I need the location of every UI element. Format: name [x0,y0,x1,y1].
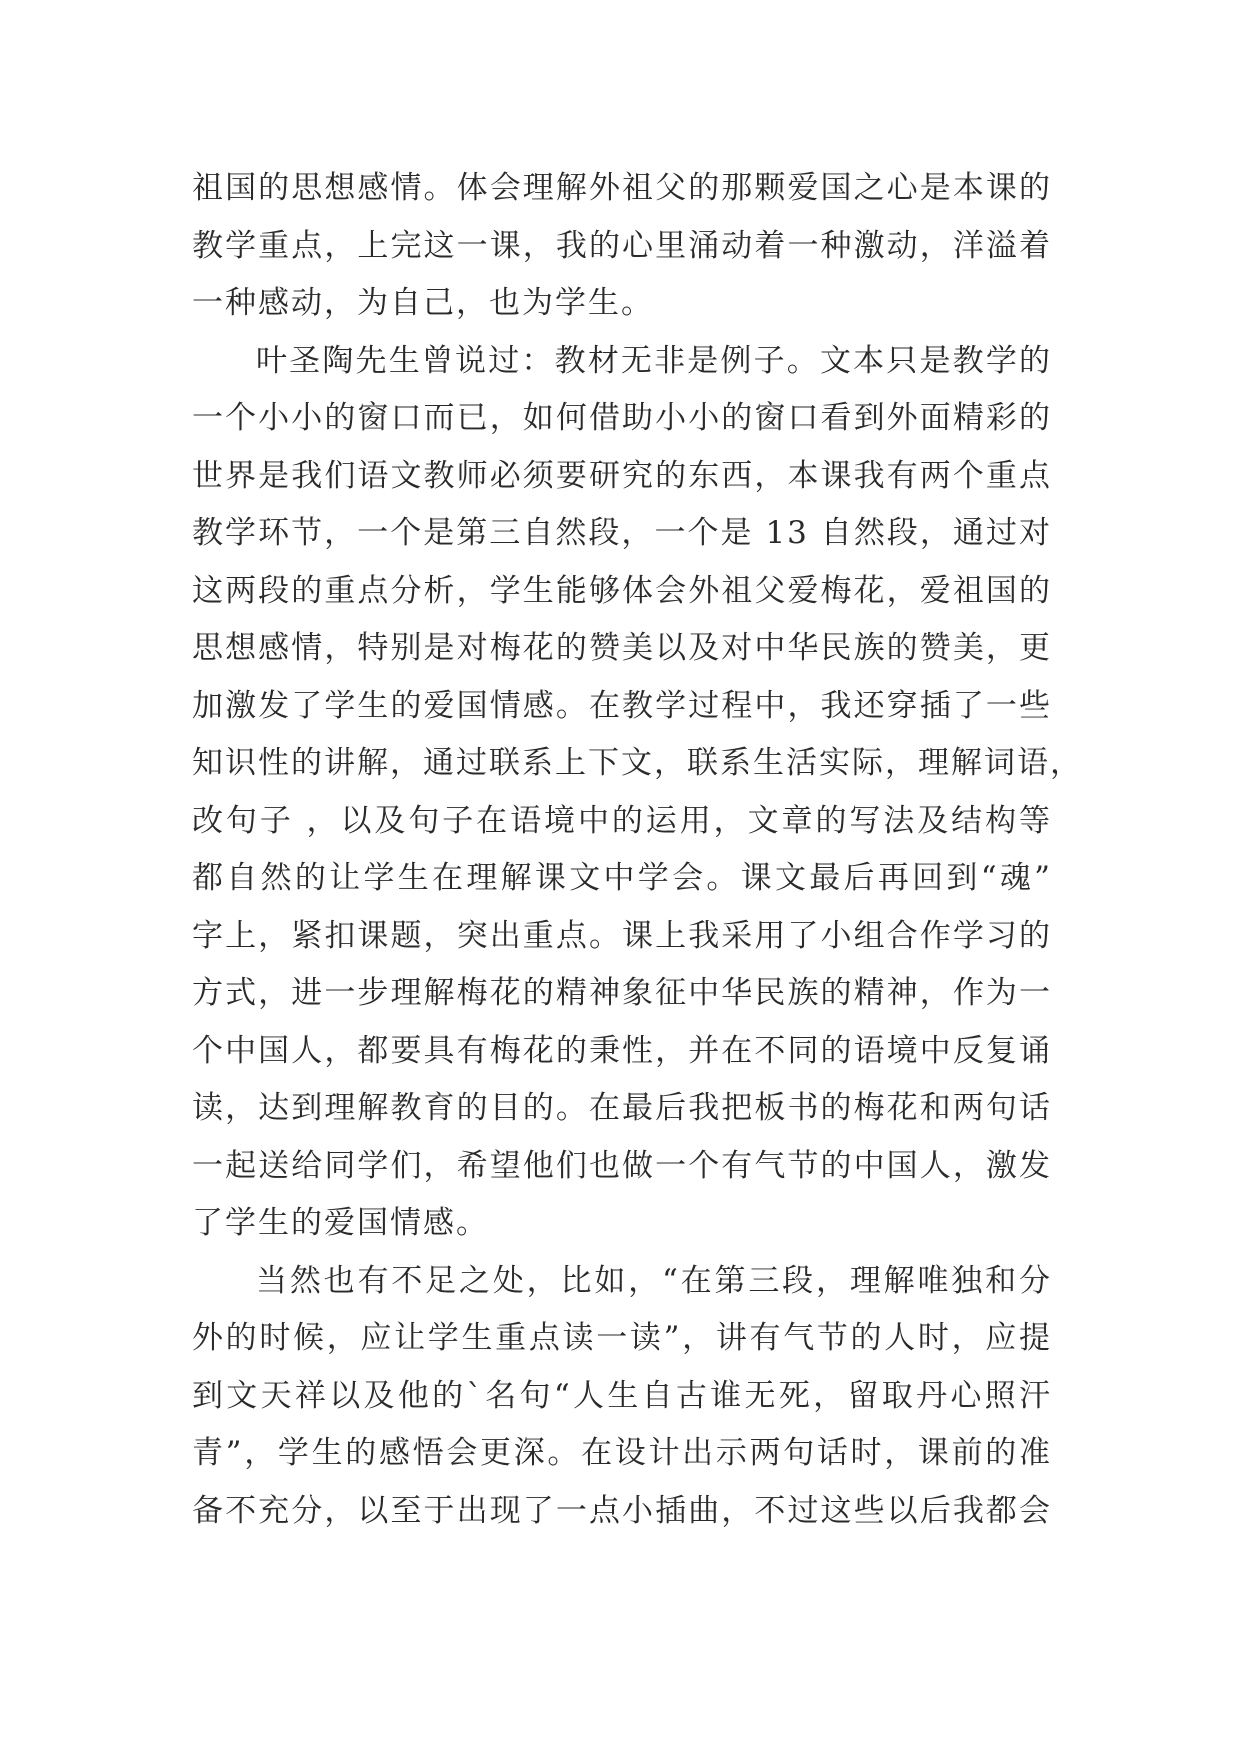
text-line: 当然也有不足之处，比如，“在第三段，理解唯独和分 [256,1262,1052,1299]
text-line: 改句子 ，以及句子在语境中的运用，文章的写法及结构等 [192,802,1052,839]
text-line: 一起送给同学们，希望他们也做一个有气节的中国人，激发 [192,1147,1052,1184]
text-line: 祖国的思想感情。体会理解外祖父的那颗爱国之心是本课的 [192,170,1052,206]
text-line: 到文天祥以及他的`名句“人生自古谁无死，留取丹心照汗 [192,1377,1052,1414]
text-line: 方式，进一步理解梅花的精神象征中华民族的精神，作为一 [192,975,1052,1011]
text-line: 字上，紧扣课题，突出重点。课上我采用了小组合作学习的 [192,917,1052,954]
text-line: 教学重点，上完这一课，我的心里涌动着一种激动，洋溢着 [192,227,1052,264]
text-line: 加激发了学生的爱国情感。在教学过程中，我还穿插了一些 [192,687,1052,724]
text-line: 外的时候，应让学生重点读一读”，讲有气节的人时，应提 [192,1320,1052,1356]
text-line: 叶圣陶先生曾说过：教材无非是例子。文本只是教学的 [256,342,1052,379]
text-line: 青”，学生的感悟会更深。在设计出示两句话时，课前的准 [192,1435,1052,1471]
text-line: 都自然的让学生在理解课文中学会。课文最后再回到“魂” [192,860,1052,896]
text-line: 读，达到理解教育的目的。在最后我把板书的梅花和两句话 [192,1090,1052,1126]
text-line: 这两段的重点分析，学生能够体会外祖父爱梅花，爱祖国的 [192,572,1052,609]
text-line: 个中国人，都要具有梅花的秉性，并在不同的语境中反复诵 [192,1032,1052,1069]
text-line: 教学环节，一个是第三自然段，一个是 13 自然段，通过对 [192,515,1052,551]
document-body [192,160,1083,1540]
text-line: 备不充分，以至于出现了一点小插曲，不过这些以后我都会 [192,1492,1052,1529]
text-line: 知识性的讲解，通过联系上下文，联系生活实际，理解词语， [192,745,1083,781]
text-line: 一种感动，为自己，也为学生。 [192,285,654,321]
text-line: 了学生的爱国情感。 [192,1205,489,1241]
text-line: 一个小小的窗口而已，如何借助小小的窗口看到外面精彩的 [192,400,1052,436]
paragraph-2 [192,333,1083,1253]
text-line: 世界是我们语文教师必须要研究的东西，本课我有两个重点 [192,457,1052,494]
text-line: 思想感情，特别是对梅花的赞美以及对中华民族的赞美，更 [192,630,1052,666]
paragraph-3 [192,1253,1052,1541]
paragraph-1 [192,160,1052,333]
